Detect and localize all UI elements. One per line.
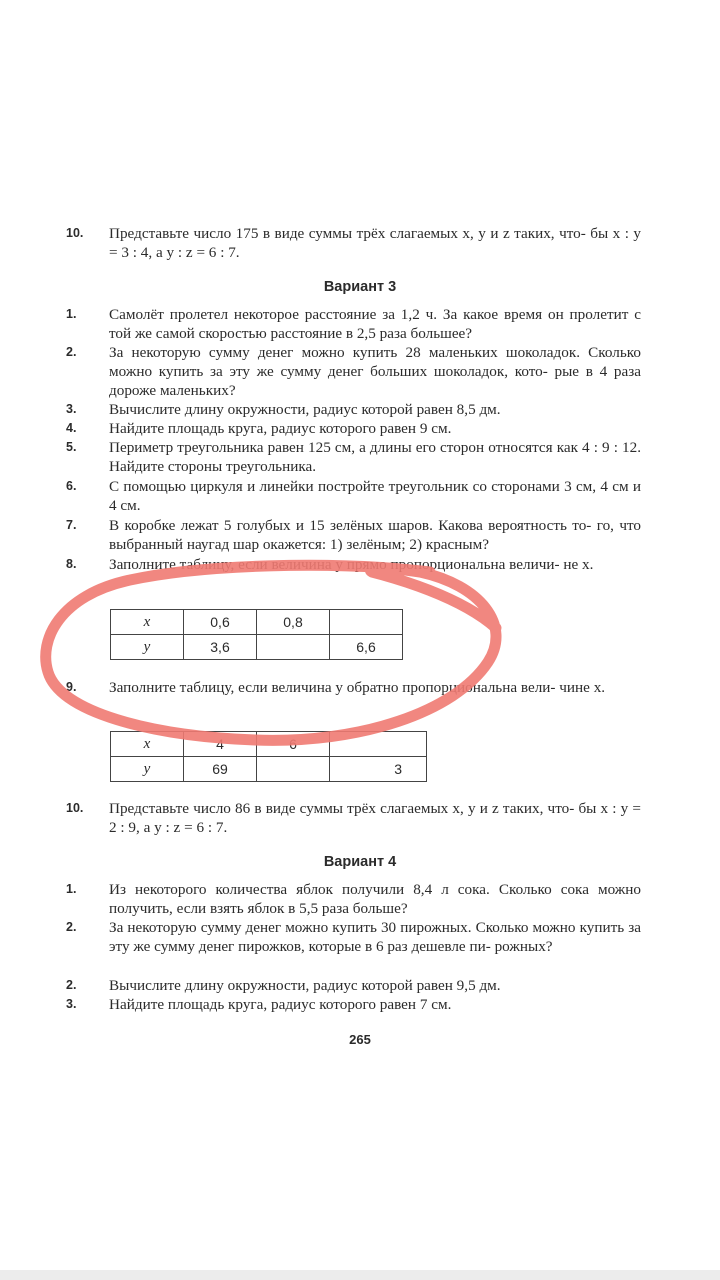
item-text: За некоторую сумму денег можно купить 28 маленьких шоколадок. Сколько можно купить за эту же сумму денег больших шоколадок, кото- рые в 4 раза дороже маленьких? <box>109 344 641 399</box>
item-number: 9. <box>66 680 77 694</box>
table-cell: x <box>111 610 184 635</box>
item-number: 1. <box>66 882 77 896</box>
item-text: За некоторую сумму денег можно купить 30 пирожных. Сколько можно купить за эту же сумму денег пирожков, которые в 6 раз дешевле пи- рожных? <box>109 919 641 955</box>
table-cell: 3 <box>330 757 427 782</box>
item-number: 2. <box>66 978 77 992</box>
table-cell: 6 <box>257 732 330 757</box>
item-text: Заполните таблицу, если величина y прямо пропорциональна величи- не x. <box>109 556 594 573</box>
table-cell: y <box>111 757 184 782</box>
item-number: 8. <box>66 557 77 571</box>
table-cell: 3,6 <box>184 635 257 660</box>
item-text: Найдите площадь круга, радиус которого равен 9 см. <box>109 420 452 437</box>
item-number: 10. <box>66 226 84 240</box>
table-cell: 69 <box>184 757 257 782</box>
item-number: 5. <box>66 440 77 454</box>
bottom-bar <box>0 1270 720 1280</box>
item-text: Найдите площадь круга, радиус которого равен 7 см. <box>109 996 452 1013</box>
item-number: 3. <box>66 402 77 416</box>
item-number: 1. <box>66 307 77 321</box>
table-cell: 6,6 <box>330 635 403 660</box>
table-cell: y <box>111 635 184 660</box>
table-cell: x <box>111 732 184 757</box>
item-number: 2. <box>66 345 77 359</box>
item-text: Из некоторого количества яблок получили 8,4 л сока. Сколько сока можно получить, если взять яблок в 5,5 раза больше? <box>109 881 641 917</box>
table-cell: 4 <box>184 732 257 757</box>
item-text: Самолёт пролетел некоторое расстояние за 1,2 ч. За какое время он пролетит с той же самой скоростью расстояние в 2,5 раза большее? <box>109 306 641 342</box>
item-number: 6. <box>66 479 77 493</box>
item-number: 4. <box>66 421 77 435</box>
item-text: Вычислите длину окружности, радиус которой равен 9,5 дм. <box>109 977 501 994</box>
item-number: 7. <box>66 518 77 532</box>
item-text: Представьте число 175 в виде суммы трёх слагаемых x, y и z таких, что- бы x : y = 3 : 4, а y : z = 6 : 7. <box>109 225 641 261</box>
section-heading-variant-3: Вариант 3 <box>323 279 397 295</box>
item-text: Заполните таблицу, если величина y обратно пропорциональна вели- чине x. <box>109 679 606 696</box>
table-cell: 0,6 <box>184 610 257 635</box>
annotation-stroke <box>46 565 496 740</box>
table-cell: 0,8 <box>257 610 330 635</box>
item-text: Представьте число 86 в виде суммы трёх слагаемых x, y и z таких, что- бы x : y = 2 : 9, а y : z = 6 : 7. <box>109 800 641 836</box>
item-number: 2. <box>66 920 77 934</box>
item-text: Периметр треугольника равен 125 см, а длины его сторон относятся как 4 : 9 : 12. Найдите стороны треугольника. <box>109 439 641 475</box>
item-text: В коробке лежат 5 голубых и 15 зелёных шаров. Какова вероятность то- го, что выбранный наугад шар окажется: 1) зелёным; 2) красным? <box>109 517 641 553</box>
item-number: 3. <box>66 997 77 1011</box>
item-text: С помощью циркуля и линейки постройте треугольник со сторонами 3 см, 4 см и 4 см. <box>109 478 641 514</box>
section-heading-variant-4: Вариант 4 <box>323 854 397 870</box>
page-number: 265 <box>349 1032 371 1047</box>
item-text: Вычислите длину окружности, радиус которой равен 8,5 дм. <box>109 401 501 418</box>
item-number: 10. <box>66 801 84 815</box>
